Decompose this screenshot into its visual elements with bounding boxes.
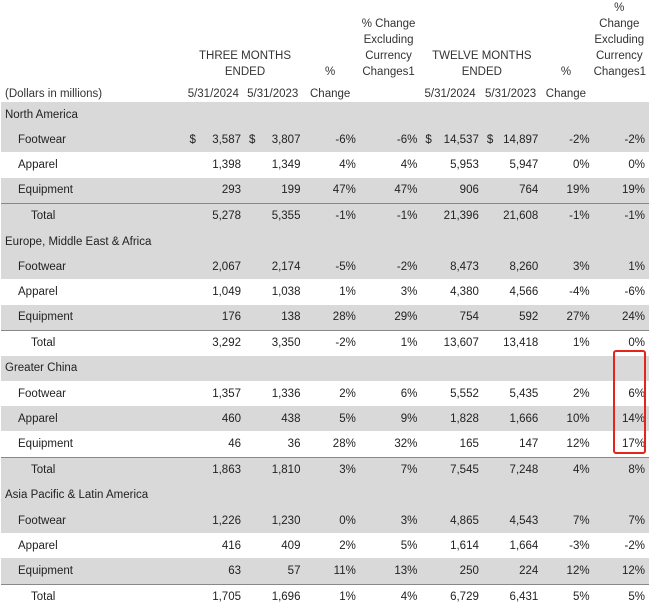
row-label: Total xyxy=(1,203,186,229)
table-row xyxy=(1,508,649,533)
cell-y24: 1,828 xyxy=(421,406,483,431)
cell-q24: 1,226 xyxy=(186,508,245,533)
cell-qchg: 28% xyxy=(332,438,356,451)
cell-y23: 5,435 xyxy=(509,387,539,400)
cell-y24: 8,473 xyxy=(421,254,483,279)
pct-excl-fx-header-q: % Change Excluding Currency Changes1 xyxy=(361,18,416,78)
cell-yfx: -2% xyxy=(594,127,649,152)
cell-ychg: -4% xyxy=(569,285,590,298)
cell-qchg: 1% xyxy=(339,285,356,298)
cell-yfx: -1% xyxy=(594,203,649,229)
row-label: Equipment xyxy=(1,305,186,331)
cell-yfx: 19% xyxy=(594,178,649,204)
cell-qfx: 3% xyxy=(400,285,418,298)
cell-q24: 1,357 xyxy=(212,387,241,400)
cell-ychg: 10% xyxy=(542,406,593,431)
total-row xyxy=(1,457,649,483)
row-label: Total xyxy=(1,584,186,610)
cell-ychg: -2% xyxy=(542,127,593,152)
cell-q23: 57 xyxy=(245,558,304,584)
cell-yfx: -6% xyxy=(624,285,645,298)
cell-qchg: -5% xyxy=(304,254,359,279)
cell-qchg: 0% xyxy=(304,508,359,533)
cell-ychg: 1% xyxy=(542,330,593,356)
cell-q24: 3,292 xyxy=(186,330,245,356)
cell-value: 14,897 xyxy=(503,133,539,146)
change-header-q: Change xyxy=(310,88,351,100)
cell-q23: 2,174 xyxy=(245,254,304,279)
cell-yfx: -2% xyxy=(624,539,645,552)
row-label: Footwear xyxy=(18,387,66,400)
cell-y23: 7,248 xyxy=(483,457,542,483)
cell-y24: 5,953 xyxy=(450,158,479,171)
cell-y24: 6,729 xyxy=(421,584,483,610)
row-label: Apparel xyxy=(18,539,58,552)
cell-ychg: 27% xyxy=(542,305,593,331)
cell-qfx: 47% xyxy=(360,178,422,204)
cell-y23: 21,608 xyxy=(483,203,542,229)
table-row xyxy=(1,381,649,406)
cell-q24: 63 xyxy=(186,558,245,584)
currency-symbol: $ xyxy=(249,133,256,146)
revenue-by-region-table xyxy=(1,0,649,610)
cell-q23: 1,038 xyxy=(271,285,301,298)
cell-q24: 2,067 xyxy=(186,254,245,279)
cell-qchg: 11% xyxy=(304,558,359,584)
cell-qchg: 28% xyxy=(304,305,359,331)
cell-y24: 4,865 xyxy=(421,508,483,533)
cell-qfx: 4% xyxy=(400,158,418,171)
cell-y24: 906 xyxy=(421,178,483,204)
cell-y24: 7,545 xyxy=(421,457,483,483)
cell-y23: 13,418 xyxy=(483,330,542,356)
cell-qchg: 3% xyxy=(304,457,359,483)
row-label: Footwear xyxy=(1,127,186,152)
cell-ychg: -1% xyxy=(542,203,593,229)
cell-yfx: 8% xyxy=(594,457,649,483)
table-header xyxy=(1,0,649,102)
total-row xyxy=(1,203,649,229)
cell-q23: 1,336 xyxy=(271,387,301,400)
currency-symbol: $ xyxy=(189,133,196,146)
cell-yfx: 0% xyxy=(628,158,645,171)
cell-yfx: 14% xyxy=(594,406,649,431)
twelve-months-header: TWELVE MONTHS ENDED xyxy=(432,50,532,78)
cell-y24: 754 xyxy=(421,305,483,331)
cell-y23: 147 xyxy=(519,438,539,451)
cell-yfx: 6% xyxy=(628,387,645,400)
cell-q23: 199 xyxy=(245,178,304,204)
cell-value: 14,537 xyxy=(443,133,479,146)
cell-y23: 764 xyxy=(483,178,542,204)
cell-qfx: -1% xyxy=(360,203,422,229)
cell-y24: 1,614 xyxy=(450,539,479,552)
cell-y24: 13,607 xyxy=(421,330,483,356)
region-name: Europe, Middle East & Africa xyxy=(1,229,649,254)
cell-y23 xyxy=(483,127,542,152)
cell-q23: 3,350 xyxy=(245,330,304,356)
table-row xyxy=(1,533,649,558)
cell-ychg: 3% xyxy=(542,254,593,279)
cell-ychg: 4% xyxy=(542,457,593,483)
cell-yfx: 0% xyxy=(594,330,649,356)
cell-q23: 1,810 xyxy=(245,457,304,483)
cell-qfx: 9% xyxy=(360,406,422,431)
row-label: Total xyxy=(1,330,186,356)
table-row xyxy=(1,406,649,431)
row-label: Total xyxy=(1,457,186,483)
cell-q23 xyxy=(245,127,304,152)
cell-yfx: 7% xyxy=(594,508,649,533)
cell-qchg: -2% xyxy=(304,330,359,356)
table-row xyxy=(1,431,649,457)
cell-y23: 1,664 xyxy=(509,539,539,552)
cell-y24: 21,396 xyxy=(421,203,483,229)
table-row xyxy=(1,305,649,331)
cell-ychg: 2% xyxy=(572,387,590,400)
cell-q24 xyxy=(186,127,245,152)
cell-qchg: 4% xyxy=(339,158,356,171)
row-label: Footwear xyxy=(1,254,186,279)
cell-q24: 460 xyxy=(186,406,245,431)
cell-qfx: 1% xyxy=(360,330,422,356)
cell-q23: 409 xyxy=(281,539,301,552)
row-label: Apparel xyxy=(1,406,186,431)
cell-qfx: 29% xyxy=(360,305,422,331)
cell-qchg: 47% xyxy=(304,178,359,204)
cell-y23: 592 xyxy=(483,305,542,331)
cell-qfx: 6% xyxy=(400,387,418,400)
row-label: Equipment xyxy=(1,178,186,204)
cell-q24: 5,278 xyxy=(186,203,245,229)
currency-symbol: $ xyxy=(486,133,494,146)
cell-qfx: -6% xyxy=(360,127,422,152)
table-row xyxy=(1,152,649,177)
cell-q23: 138 xyxy=(245,305,304,331)
cell-y23: 6,431 xyxy=(483,584,542,610)
cell-q24: 293 xyxy=(186,178,245,204)
cell-qfx: 7% xyxy=(360,457,422,483)
cell-yfx: 12% xyxy=(594,558,649,584)
cell-y24: 4,380 xyxy=(450,285,479,298)
cell-y24: 250 xyxy=(421,558,483,584)
cell-qchg: 2% xyxy=(339,387,356,400)
table-row xyxy=(1,279,649,304)
cell-ychg: 12% xyxy=(542,558,593,584)
cell-value: 3,587 xyxy=(212,133,241,146)
cell-q23: 1,230 xyxy=(245,508,304,533)
cell-q23: 438 xyxy=(245,406,304,431)
cell-yfx: 17% xyxy=(621,438,645,451)
region-header xyxy=(1,483,649,508)
cell-qfx: 5% xyxy=(400,539,418,552)
cell-qfx: 32% xyxy=(394,438,418,451)
total-row xyxy=(1,584,649,610)
cell-q24: 1,049 xyxy=(212,285,241,298)
cell-qchg: -1% xyxy=(304,203,359,229)
cell-qfx: -2% xyxy=(360,254,422,279)
cell-q23: 5,355 xyxy=(245,203,304,229)
cell-qchg: 5% xyxy=(304,406,359,431)
cell-q24: 1,398 xyxy=(212,158,241,171)
cell-qfx: 3% xyxy=(360,508,422,533)
cell-ychg: 19% xyxy=(542,178,593,204)
cell-y23: 8,260 xyxy=(483,254,542,279)
cell-y24: 165 xyxy=(459,438,479,451)
date-header-q24: 5/31/2024 xyxy=(187,88,239,100)
region-name: Asia Pacific & Latin America xyxy=(1,483,649,508)
cell-qfx: 4% xyxy=(360,584,422,610)
cell-ychg: 7% xyxy=(542,508,593,533)
date-header-q23: 5/31/2023 xyxy=(247,88,299,100)
cell-yfx: 1% xyxy=(594,254,649,279)
cell-ychg: 5% xyxy=(542,584,593,610)
currency-symbol: $ xyxy=(425,133,432,146)
region-header xyxy=(1,356,649,381)
cell-value: 3,807 xyxy=(271,133,301,146)
cell-y23: 5,947 xyxy=(509,158,539,171)
row-label: Equipment xyxy=(18,438,73,451)
region-header xyxy=(1,102,649,127)
three-months-header: THREE MONTHS ENDED xyxy=(199,50,291,78)
pct-excl-fx-header-y: % Change Excluding Currency Changes1 xyxy=(593,2,647,78)
cell-y23: 4,543 xyxy=(483,508,542,533)
cell-yfx: 24% xyxy=(594,305,649,331)
cell-y23: 1,666 xyxy=(483,406,542,431)
cell-qchg: -6% xyxy=(304,127,359,152)
cell-q24: 416 xyxy=(221,539,241,552)
cell-y24: 5,552 xyxy=(450,387,479,400)
cell-ychg: 12% xyxy=(566,438,590,451)
table-body xyxy=(1,102,649,610)
table-row xyxy=(1,178,649,204)
change-header-y: Change xyxy=(545,88,587,100)
cell-q24: 1,863 xyxy=(186,457,245,483)
date-header-y23: 5/31/2023 xyxy=(485,88,537,100)
cell-qchg: 1% xyxy=(304,584,359,610)
cell-ychg: 0% xyxy=(572,158,590,171)
cell-q24: 176 xyxy=(186,305,245,331)
total-row xyxy=(1,330,649,356)
cell-qchg: 2% xyxy=(339,539,356,552)
pct-header-y: % xyxy=(560,66,572,78)
cell-q23: 36 xyxy=(287,438,301,451)
cell-q24: 46 xyxy=(228,438,241,451)
row-label: Apparel xyxy=(18,158,58,171)
row-label: Footwear xyxy=(1,508,186,533)
highlight-box xyxy=(613,350,646,454)
table-row xyxy=(1,254,649,279)
cell-y23: 4,566 xyxy=(509,285,539,298)
cell-yfx: 5% xyxy=(594,584,649,610)
pct-header-q: % xyxy=(325,66,336,78)
region-name: North America xyxy=(1,102,649,127)
cell-y23: 224 xyxy=(483,558,542,584)
unit-label: (Dollars in millions) xyxy=(5,88,103,100)
cell-q24: 1,705 xyxy=(186,584,245,610)
row-label: Equipment xyxy=(1,558,186,584)
table-row xyxy=(1,558,649,584)
region-header xyxy=(1,229,649,254)
cell-q23: 1,696 xyxy=(245,584,304,610)
table-row xyxy=(1,127,649,152)
cell-q23: 1,349 xyxy=(271,158,301,171)
date-header-y24: 5/31/2024 xyxy=(424,88,476,100)
cell-ychg: -3% xyxy=(569,539,590,552)
cell-qfx: 13% xyxy=(360,558,422,584)
row-label: Apparel xyxy=(18,285,58,298)
region-name: Greater China xyxy=(1,356,649,381)
cell-y24 xyxy=(421,127,483,152)
